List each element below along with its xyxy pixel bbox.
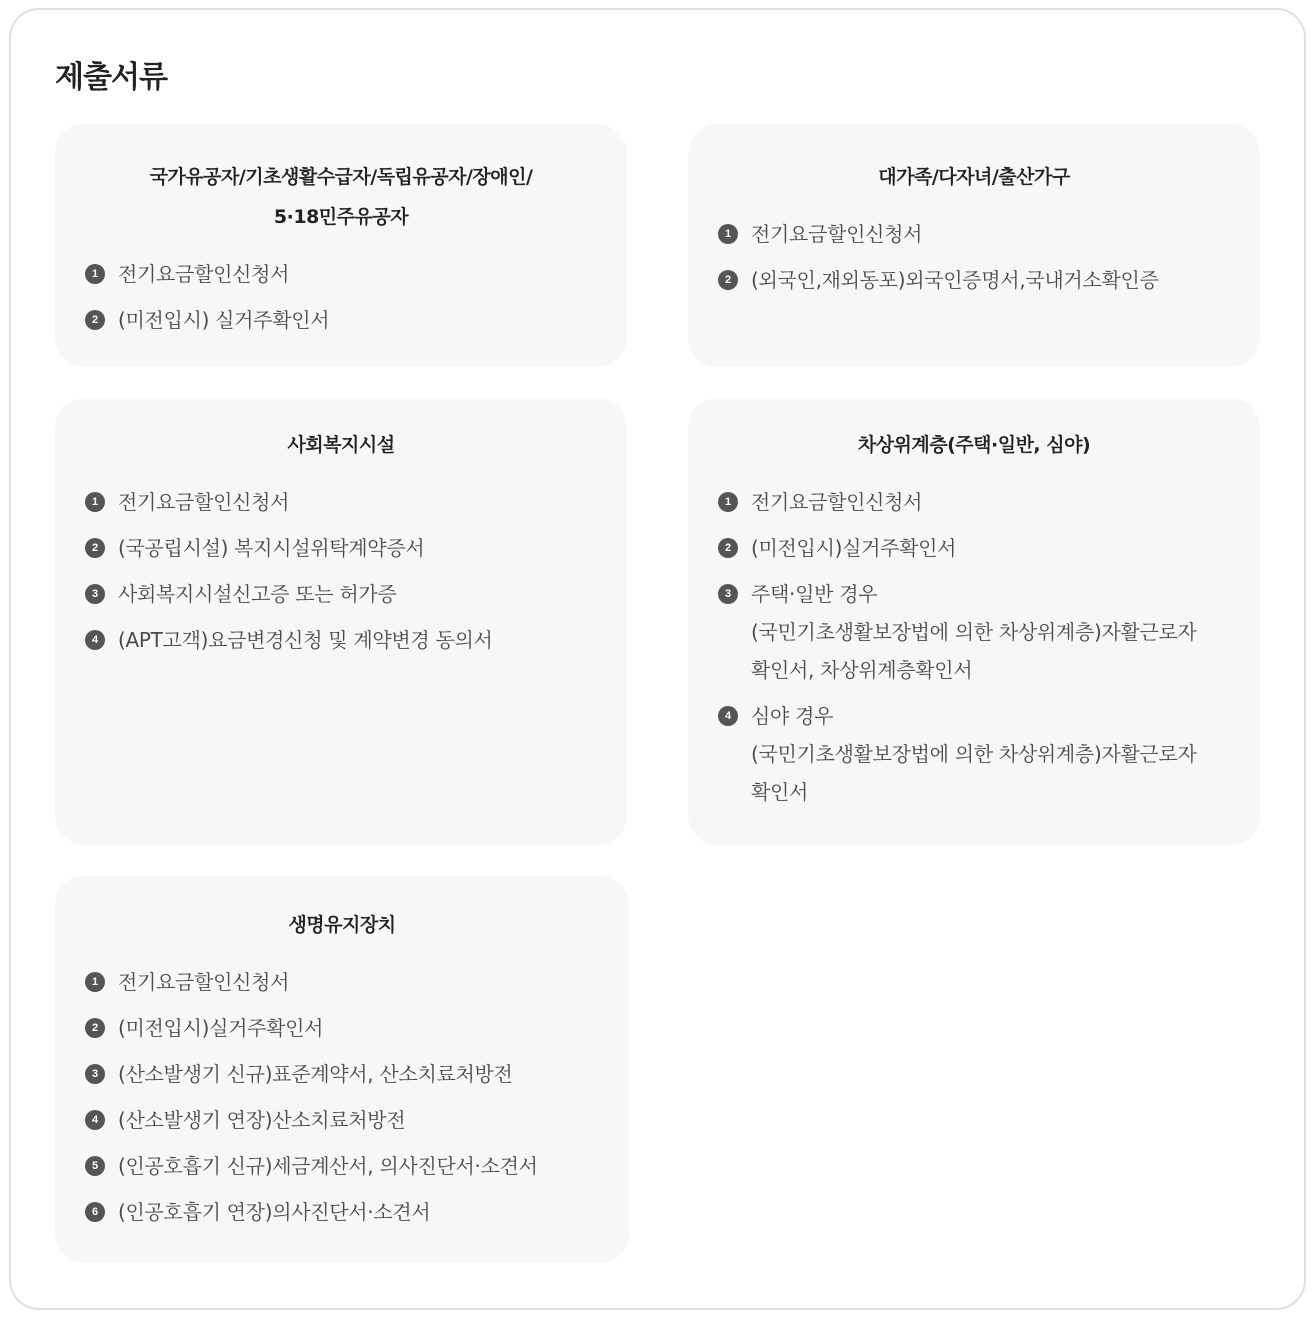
- card-title: [718, 157, 1230, 197]
- number-badge-icon: 2: [85, 310, 105, 330]
- card-title-line: 5·18민주유공자: [273, 206, 409, 228]
- document-item-line: 전기요금할인신청서: [118, 970, 290, 994]
- card-title: [85, 425, 597, 465]
- document-item-line: (인공호흡기 연장)의사진단서·소견서: [118, 1200, 431, 1224]
- number-badge-icon: 5: [85, 1156, 105, 1176]
- document-item: [718, 215, 1230, 253]
- number-badge-icon: 2: [718, 270, 738, 290]
- document-item: [85, 621, 597, 659]
- document-item: [718, 529, 1230, 567]
- card-title-line: 차상위계층(주택·일반, 심야): [857, 434, 1091, 456]
- document-item-text: [118, 1055, 513, 1093]
- card-life-support: [55, 876, 629, 1263]
- document-item: [85, 575, 597, 613]
- document-item-line: 확인서: [751, 780, 809, 804]
- number-badge-icon: 2: [85, 1018, 105, 1038]
- document-item-text: [118, 255, 289, 293]
- document-list: [718, 215, 1230, 299]
- card-near-poverty: [688, 398, 1260, 845]
- number-badge-icon: 1: [85, 264, 105, 284]
- number-badge-icon: 4: [85, 630, 105, 650]
- document-item-line: (APT고객)요금변경신청 및 계약변경 동의서: [118, 628, 493, 652]
- document-item-line: (산소발생기 신규)표준계약서, 산소치료처방전: [118, 1062, 513, 1086]
- document-item-line: (미전입시)실거주확인서: [118, 1016, 324, 1040]
- document-list: [85, 255, 597, 339]
- document-item-text: [751, 529, 956, 567]
- document-item-text: [118, 301, 329, 339]
- number-badge-icon: 3: [718, 584, 738, 604]
- document-item: [85, 529, 597, 567]
- document-item-text: [118, 1147, 538, 1185]
- number-badge-icon: 4: [718, 706, 738, 726]
- number-badge-icon: 1: [85, 972, 105, 992]
- document-item: [718, 483, 1230, 521]
- document-item: [718, 697, 1230, 811]
- number-badge-icon: 1: [718, 224, 738, 244]
- document-item-line: (국민기초생활보장법에 의한 차상위계층)자활근로자: [751, 742, 1197, 766]
- number-badge-icon: 4: [85, 1110, 105, 1130]
- card-title: [85, 905, 599, 945]
- document-item-line: 전기요금할인신청서: [751, 490, 923, 514]
- document-item-line: (국공립시설) 복지시설위탁계약증서: [118, 536, 425, 560]
- document-item-line: (산소발생기 연장)산소치료처방전: [118, 1108, 406, 1132]
- document-item: [85, 483, 597, 521]
- card-title-line: 대가족/다자녀/출산가구: [878, 166, 1070, 188]
- number-badge-icon: 6: [85, 1202, 105, 1222]
- document-item-text: [751, 483, 922, 521]
- document-item-text: [118, 483, 289, 521]
- document-item-text: [118, 1193, 430, 1231]
- number-badge-icon: 1: [85, 492, 105, 512]
- document-item: [85, 963, 599, 1001]
- card-title: [718, 425, 1230, 465]
- document-item: [85, 1055, 599, 1093]
- document-item-text: [118, 1101, 405, 1139]
- number-badge-icon: 3: [85, 584, 105, 604]
- number-badge-icon: 3: [85, 1064, 105, 1084]
- document-item-line: (외국인,재외동포)외국인증명서,국내거소확인증: [751, 268, 1159, 292]
- document-list: [85, 963, 599, 1231]
- card-veterans: [55, 124, 627, 367]
- document-item: [85, 1147, 599, 1185]
- document-item-text: [751, 215, 922, 253]
- card-welfare-facility: [55, 398, 627, 845]
- document-item-text: [118, 529, 424, 567]
- card-title-line: 사회복지시설: [287, 434, 395, 456]
- document-item-text: [751, 261, 1159, 299]
- number-badge-icon: 2: [718, 538, 738, 558]
- document-item-line: 심야 경우: [751, 704, 834, 728]
- card-title-line: 생명유지장치: [288, 914, 396, 936]
- document-item-text: [118, 575, 396, 613]
- document-item: [85, 1009, 599, 1047]
- document-list: [718, 483, 1230, 811]
- document-item-line: 확인서, 차상위계층확인서: [751, 658, 973, 682]
- number-badge-icon: 2: [85, 538, 105, 558]
- document-item-text: [751, 575, 1197, 689]
- document-item-line: (인공호흡기 신규)세금계산서, 의사진단서·소견서: [118, 1154, 538, 1178]
- document-item: [718, 261, 1230, 299]
- document-item-line: (미전입시) 실거주확인서: [118, 308, 330, 332]
- document-item: [85, 1193, 599, 1231]
- document-item-text: [118, 621, 493, 659]
- document-item-line: 전기요금할인신청서: [751, 222, 923, 246]
- document-item-line: 전기요금할인신청서: [118, 490, 290, 514]
- document-item-line: 사회복지시설신고증 또는 허가증: [118, 582, 397, 606]
- document-item-line: (국민기초생활보장법에 의한 차상위계층)자활근로자: [751, 620, 1197, 644]
- document-item-text: [118, 963, 289, 1001]
- card-large-family: [688, 124, 1260, 367]
- document-item-text: [118, 1009, 323, 1047]
- document-item: [85, 255, 597, 293]
- card-title-line: 국가유공자/기초생활수급자/독립유공자/장애인/: [149, 166, 533, 188]
- document-item: [85, 1101, 599, 1139]
- document-item-line: 전기요금할인신청서: [118, 262, 290, 286]
- document-item-text: [751, 697, 1197, 811]
- document-list: [85, 483, 597, 659]
- document-item-line: 주택·일반 경우: [751, 582, 878, 606]
- document-item-line: (미전입시)실거주확인서: [751, 536, 957, 560]
- document-item: [718, 575, 1230, 689]
- page-title: 제출서류: [55, 60, 167, 95]
- number-badge-icon: 1: [718, 492, 738, 512]
- document-item: [85, 301, 597, 339]
- card-title: [85, 157, 597, 237]
